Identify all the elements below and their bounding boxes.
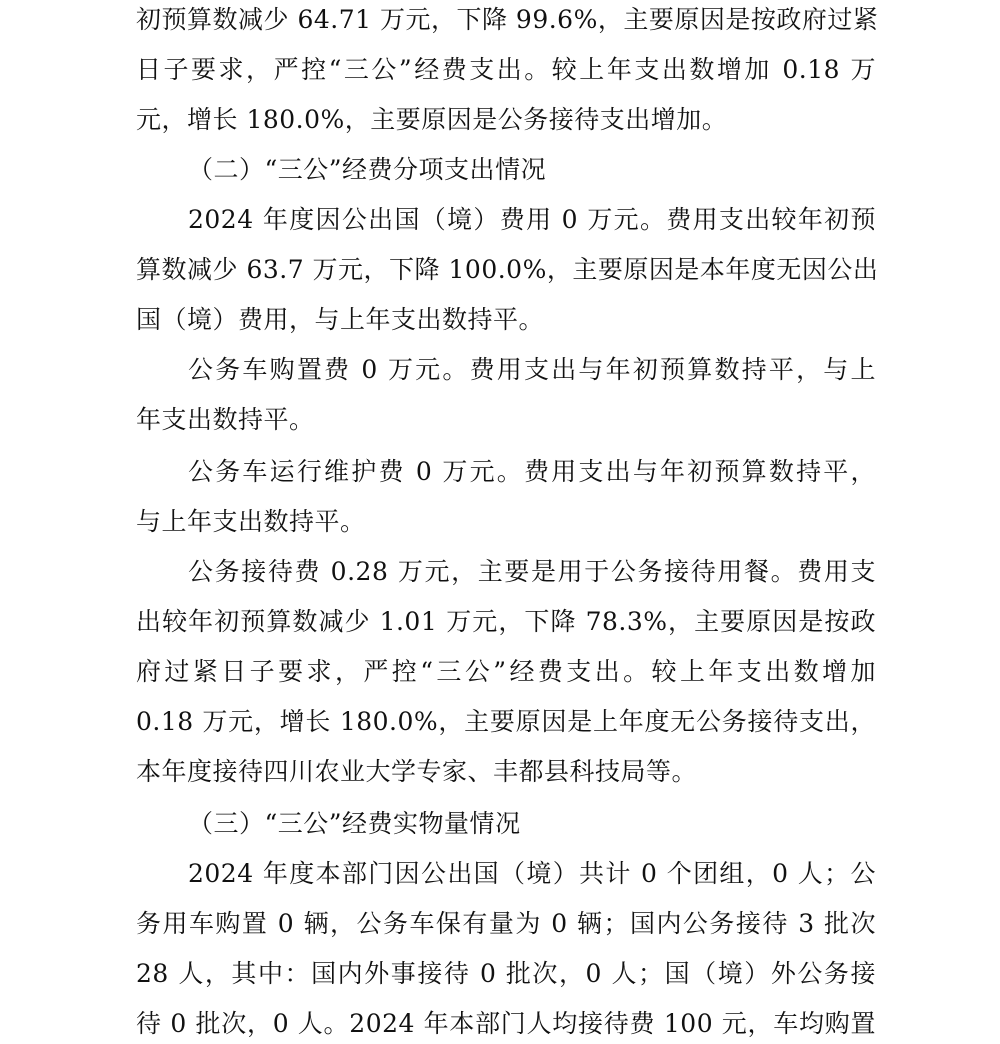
paragraph-line: 初预算数减少 64.71 万元，下降 99.6%，主要原因是按政府过紧 <box>136 5 879 34</box>
paragraph-line: 算数减少 63.7 万元，下降 100.0%，主要原因是本年度无因公出 <box>136 255 879 284</box>
paragraph-line: 出较年初预算数减少 1.01 万元，下降 78.3%，主要原因是按政 <box>136 607 876 636</box>
paragraph-line: 待 0 批次，0 人。2024 年本部门人均接待费 100 元，车均购置 <box>136 1009 876 1038</box>
paragraph-line: 本年度接待四川农业大学专家、丰都县科技局等。 <box>136 757 698 786</box>
paragraph-line: 元，增长 180.0%，主要原因是公务接待支出增加。 <box>136 105 728 134</box>
paragraph-line: 2024 年度本部门因公出国（境）共计 0 个团组，0 人；公 <box>188 859 876 888</box>
paragraph-line: 2024 年度因公出国（境）费用 0 万元。费用支出较年初预 <box>188 205 876 234</box>
paragraph-line: 务用车购置 0 辆，公务车保有量为 0 辆；国内公务接待 3 批次 <box>136 909 876 938</box>
paragraph-line: 国（境）费用，与上年支出数持平。 <box>136 305 545 334</box>
paragraph-line: 年支出数持平。 <box>136 405 315 434</box>
paragraph-line: 府过紧日子要求，严控“三公”经费支出。较上年支出数增加 <box>136 657 876 686</box>
paragraph-line: 与上年支出数持平。 <box>136 507 366 536</box>
section-heading: （三）“三公”经费实物量情况 <box>188 809 521 838</box>
paragraph-line: 公务接待费 0.28 万元，主要是用于公务接待用餐。费用支 <box>188 557 876 586</box>
paragraph-line: 28 人，其中：国内外事接待 0 批次，0 人；国（境）外公务接 <box>136 959 876 988</box>
paragraph-line: 日子要求，严控“三公”经费支出。较上年支出数增加 0.18 万 <box>136 55 876 84</box>
section-heading: （二）“三公”经费分项支出情况 <box>188 155 547 184</box>
paragraph-line: 公务车运行维护费 0 万元。费用支出与年初预算数持平， <box>188 457 876 486</box>
paragraph-line: 公务车购置费 0 万元。费用支出与年初预算数持平，与上 <box>188 355 876 384</box>
paragraph-line: 0.18 万元，增长 180.0%，主要原因是上年度无公务接待支出， <box>136 707 876 736</box>
